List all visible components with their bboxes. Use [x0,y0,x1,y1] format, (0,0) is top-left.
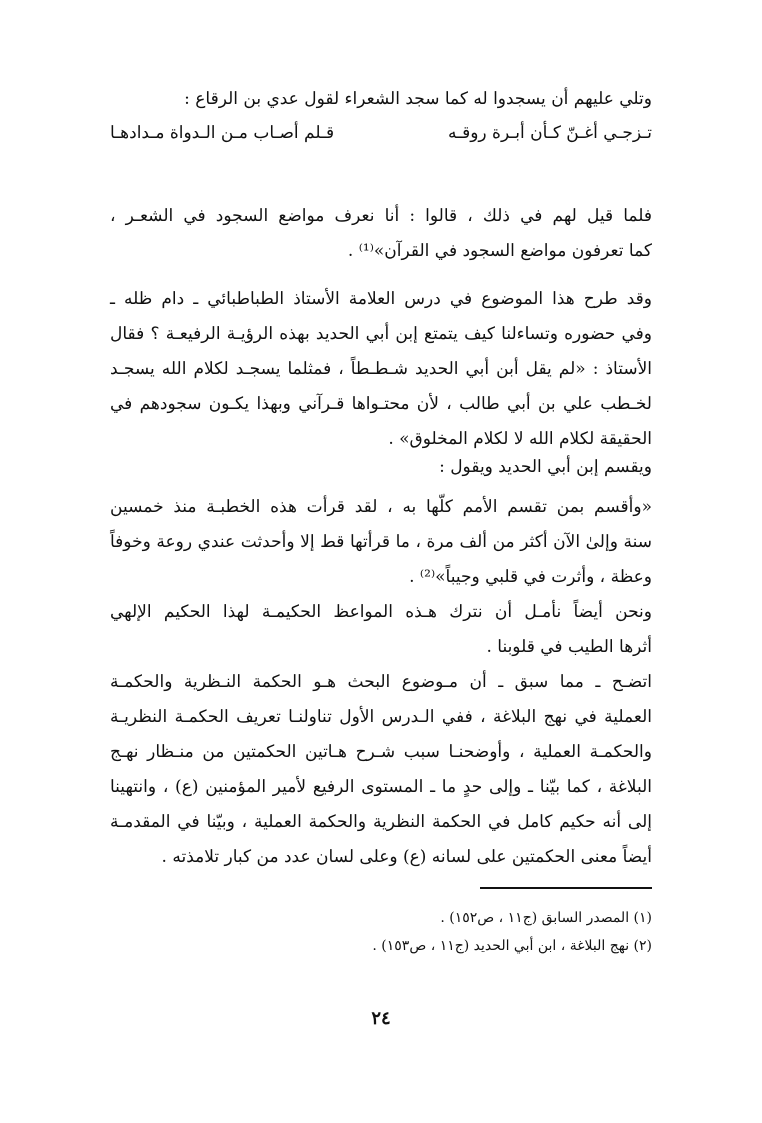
text-line: كما تعرفون مواضع السجود في القرآن»⁽¹⁾ . [347,241,652,261]
paragraph-1 [110,199,652,269]
intro-line [110,82,652,117]
verse-first-hemistich: تـزجـي أغـنّ كـأن أبـرة روقـه [448,123,652,143]
text-line: وعظة ، وأثرت في قلبي وجيباً»⁽²⁾ . [409,567,652,587]
text-line: وتلي عليهم أن يسجدوا له كما سجد الشعراء لقول عدي بن الرقاع : [184,89,652,109]
paragraph-3 [110,450,652,485]
paragraph-4-quote [110,490,652,595]
text-line: اتضـح ـ مما سبق ـ أن مـوضوع البحث هـو الحكمة النـظرية والحكمـة [110,672,652,692]
text-line: وقد طرح هذا الموضوع في درس العلامة الأستاذ الطباطبائي ـ دام ظله ـ [110,289,652,309]
footnote-2: (٢) نهج البلاغة ، ابن أبي الحديد (ج١١ ، ص١٥٣) . [372,938,652,954]
paragraph-2 [110,282,652,457]
paragraph-6 [110,665,652,875]
poetry-verse [110,116,652,151]
text-line: الحقيقة لكلام الله لا لكلام المخلوق» . [388,429,652,449]
text-line: «وأقسم بمن تقسم الأمم كلّها به ، لقد قرأت هذه الخطبـة منذ خمسين [110,497,652,517]
text-line: ونحن أيضاً نأمـل أن نترك هـذه المواعظ الحكيمـة لهذا الحكيم الإلهي [110,602,652,622]
text-line: البلاغة ، كما بيّنا ـ وإلى حدٍ ما ـ المستوى الرفيع لأمير المؤمنين (ع) ، وانتهينا [110,777,652,797]
text-line: أيضاً معنى الحكمتين على لسانه (ع) وعلى لسان عدد من كبار تلامذته . [161,847,652,867]
text-line: الأستاذ : «لم يقل أبن أبي الحديد شـطـطاً ، فمثلما يسجـد لكلام الله يسجـد [110,359,652,379]
text-line: أثرها الطيب في قلوبنا . [486,637,652,657]
text-line: ويقسم إبن أبي الحديد ويقول : [439,457,652,477]
page-number: ٢٤ [371,1008,391,1029]
text-line: العملية في نهج البلاغة ، ففي الـدرس الأول تناولنـا تعريف الحكمـة النظريـة [110,707,652,727]
verse-second-hemistich: قـلم أصـاب مـن الـدواة مـدادهـا [110,123,335,143]
footnotes [110,904,652,960]
footnote-1: (١) المصدر السابق (ج١١ ، ص١٥٢) . [440,910,652,926]
text-line: وفي حضوره وتساءلنا كيف يتمتع إبن أبي الحديد بهذه الرؤيـة الرفيعـة ؟ فقال [110,324,652,344]
paragraph-5 [110,595,652,665]
text-line: لخـطب علي بن أبي طالب ، لأن محتـواها قـرآني وبهذا يكـون سجودهم في [110,394,652,414]
text-line: فلما قيل لهم في ذلك ، قالوا : أنا نعرف مواضع السجود في الشعـر ، [110,206,652,226]
text-line: سنة وإلىٰ الآن أكثر من ألف مرة ، ما قرأتها قط إلا وأحدثت عندي روعة وخوفاً [110,532,652,552]
footnote-divider [480,887,652,889]
text-line: إلى أنه حكيم كامل في الحكمة النظرية والحكمة العملية ، وبيّنا في المقدمـة [110,812,652,832]
text-line: والحكمـة العملية ، وأوضحنـا سبب شـرح هـاتين الحكمتين من منـظار نهـج [110,742,652,762]
